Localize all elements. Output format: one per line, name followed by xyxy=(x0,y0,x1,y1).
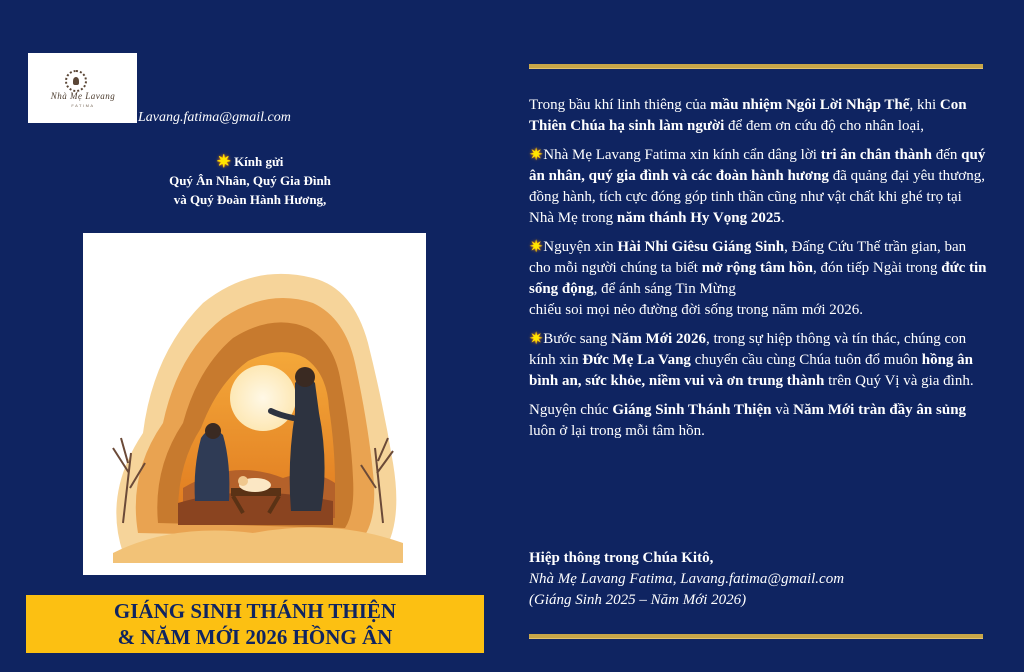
banner-line-2: & NĂM MỚI 2026 HỒNG ÂN xyxy=(117,625,393,649)
greeting-line-2: Quý Ân Nhân, Quý Gia Đình xyxy=(169,173,331,188)
paragraph-1 xyxy=(529,95,989,137)
body-text: để đem ơn cứu độ cho nhân loại, xyxy=(724,118,925,134)
emphasis-text: Đức Mẹ La Vang xyxy=(582,352,691,368)
body-text: luôn ở lại trong mỗi tâm hồn. xyxy=(529,423,705,439)
emphasis-text: tri ân chân thành xyxy=(820,147,932,163)
paragraph-2 xyxy=(529,145,989,229)
emphasis-text: mầu nhiệm Ngôi Lời Nhập Thể xyxy=(710,97,910,113)
emphasis-text: Giáng Sinh Thánh Thiện xyxy=(612,402,772,418)
paragraph-4 xyxy=(529,329,989,392)
banner-line-1: GIÁNG SINH THÁNH THIỆN xyxy=(113,599,397,623)
logo xyxy=(28,53,137,123)
emphasis-text: Năm Mới 2026 xyxy=(610,331,706,347)
body-text: Trong bầu khí linh thiêng của xyxy=(529,97,711,113)
message-body xyxy=(529,95,989,450)
body-text: và xyxy=(771,402,794,418)
emphasis-text: quý ân nhân, quý gia đình và các đoàn hành hương xyxy=(529,147,986,184)
nativity-illustration xyxy=(83,233,426,575)
top-divider xyxy=(529,64,983,68)
star-icon: ✷ xyxy=(529,237,544,256)
body-text: Nhà Mẹ Lavang Fatima xin kính cẩn dâng lời xyxy=(543,147,821,163)
paragraph-5 xyxy=(529,400,989,442)
body-text: , Đấng Cứu Thế trần gian, ban cho mỗi người chúng ta biết xyxy=(529,239,967,276)
body-text: đến xyxy=(931,147,962,163)
paragraph-3b: chiếu soi mọi nẻo đường đời sống trong năm mới 2026. xyxy=(529,302,863,318)
body-text: đã quảng đại yêu thương, đồng hành, tích cực đóng góp tinh thần cũng như vật chất khi ghé trọ tại Nhà Mẹ trong xyxy=(529,168,985,226)
body-text: trên Quý Vị và gia đình. xyxy=(824,373,974,389)
star-icon: ✷ xyxy=(216,152,231,171)
title-banner xyxy=(26,595,484,653)
emphasis-text: Con Thiên Chúa hạ sinh làm người xyxy=(529,97,967,134)
body-text: chuyển cầu cùng Chúa tuôn đổ muôn xyxy=(690,352,922,368)
greeting-kinh-gui: Kính gửi xyxy=(234,154,284,169)
star-icon: ✷ xyxy=(529,145,544,164)
signature-line-1: Hiệp thông trong Chúa Kitô, xyxy=(529,550,714,566)
body-text: , để ánh sáng Tin Mừng xyxy=(593,281,736,297)
body-text: , khi xyxy=(909,97,940,113)
bottom-divider xyxy=(529,634,983,638)
emphasis-text: hồng ân bình an, sức khỏe, niềm vui và ơn trung thành xyxy=(529,352,974,389)
signature xyxy=(529,548,844,611)
body-text: . xyxy=(780,210,785,226)
star-icon: ✷ xyxy=(529,329,544,348)
signature-line-3: (Giáng Sinh 2025 – Năm Mới 2026) xyxy=(529,592,747,608)
body-text: , đón tiếp Ngài trong xyxy=(812,260,942,276)
greeting-line-3: và Quý Đoàn Hành Hương, xyxy=(173,192,327,207)
nativity-scene-icon xyxy=(83,233,426,575)
logo-emblem-icon xyxy=(65,70,87,92)
signature-line-2: Nhà Mẹ Lavang Fatima, Lavang.fatima@gmail.com xyxy=(529,571,845,587)
paragraph-3 xyxy=(529,237,989,300)
body-text: , trong sự hiệp thông và tín thác, chúng con kính xin xyxy=(529,331,967,368)
emphasis-text: đức tin sống động xyxy=(529,260,987,297)
logo-sub-text: FATIMA xyxy=(71,103,95,108)
body-text: Nguyện chúc xyxy=(529,402,613,418)
logo-script-text: Nhà Mẹ Lavang xyxy=(50,91,116,101)
emphasis-text: năm thánh Hy Vọng 2025 xyxy=(616,210,781,226)
body-text: Nguyện xin xyxy=(543,239,618,255)
greeting xyxy=(100,152,400,209)
emphasis-text: mở rộng tâm hồn xyxy=(701,260,813,276)
emphasis-text: Năm Mới tràn đầy ân sủng xyxy=(793,402,967,418)
email-address[interactable]: Lavang.fatima@gmail.com xyxy=(138,110,291,125)
emphasis-text: Hài Nhi Giêsu Giáng Sinh xyxy=(617,239,785,255)
body-text: Bước sang xyxy=(543,331,611,347)
